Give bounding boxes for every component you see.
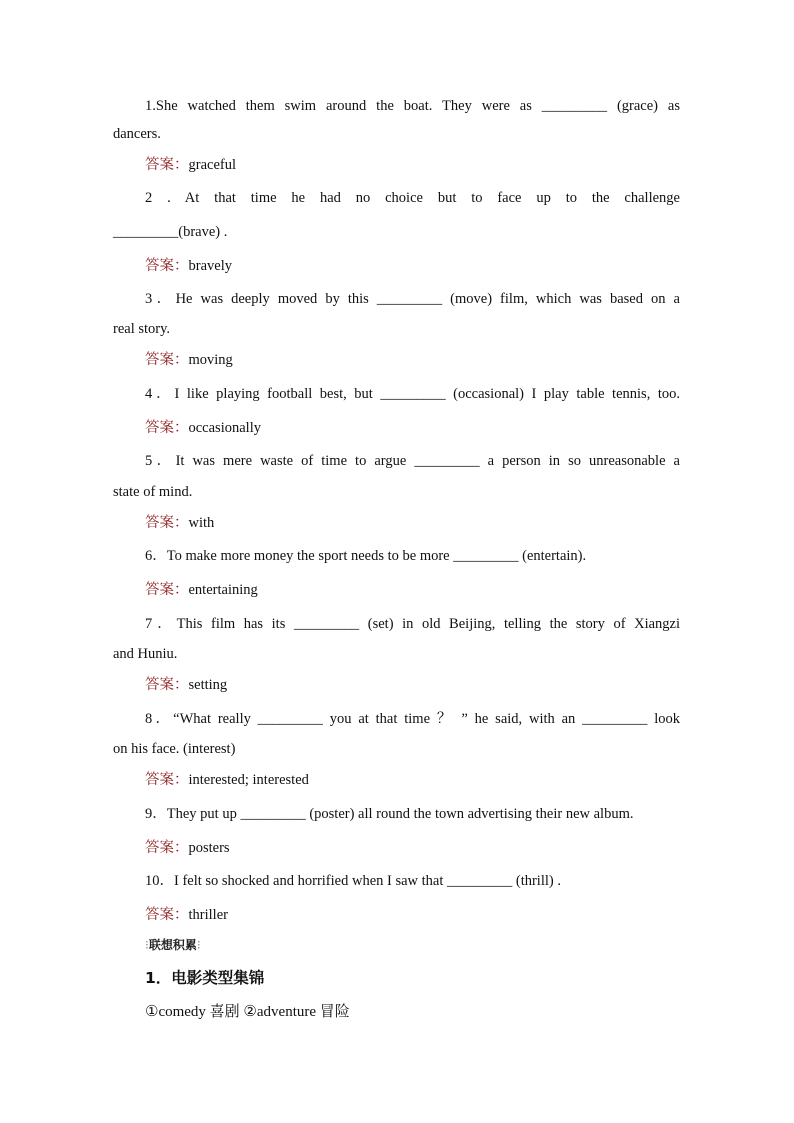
answer-text: posters (188, 840, 230, 856)
vocab-line: ①comedy 喜剧 ②adventure 冒险 (145, 1004, 350, 1020)
question-1-line-1: 1.She watched them swim around the boat. They were as _________ (grace) as (145, 98, 680, 114)
answer-label: 答案： (145, 515, 189, 531)
answer-9 (145, 838, 680, 858)
question-6-line-1: 6．To make more money the sport needs to be more _________ (entertain). (145, 548, 587, 564)
answer-label: 答案： (145, 258, 189, 274)
answer-label: 答案： (145, 840, 189, 856)
answer-text: occasionally (188, 420, 261, 436)
answer-label: 答案： (145, 420, 189, 436)
question-7-line-1: 7．This film has its _________ (set) in old Beijing, telling the story of Xiangzi (145, 616, 680, 632)
answer-7 (145, 675, 680, 695)
answer-label: 答案： (145, 352, 189, 368)
answer-label: 答案： (145, 677, 189, 693)
question-8-line-2: on his face. (interest) (113, 741, 236, 757)
answer-text: moving (188, 352, 233, 368)
answer-4 (145, 418, 680, 438)
answer-text: entertaining (188, 582, 258, 598)
section-heading: 1．电影类型集锦 (145, 969, 265, 987)
question-5-line-2: state of mind. (113, 484, 193, 500)
answer-5 (145, 513, 680, 533)
answer-2 (145, 256, 680, 276)
question-10-line-1: 10．I felt so shocked and horrified when I saw that _________ (thrill) . (145, 873, 561, 889)
question-3-line-1: 3．He was deeply moved by this _________ (move) film, which was based on a (145, 291, 680, 307)
question-2-line-2: _________(brave) . (113, 224, 228, 240)
answer-text: with (188, 515, 215, 531)
answer-6 (145, 580, 680, 600)
answer-text: setting (188, 677, 228, 693)
question-3-line-2: real story. (113, 321, 171, 337)
question-7-line-2: and Huniu. (113, 646, 178, 662)
question-5-line-1: 5．It was mere waste of time to argue _________ a person in so unreasonable a (145, 453, 680, 469)
answer-10 (145, 905, 680, 925)
answer-text: interested; interested (188, 772, 309, 788)
answer-label: 答案： (145, 907, 189, 923)
question-8-line-1: 8．“What really _________ you at that time ？ ” he said, with an _________ look (145, 711, 680, 727)
answer-1 (145, 155, 680, 175)
answer-3 (145, 350, 680, 370)
answer-8 (145, 770, 680, 790)
question-1-line-2: dancers. (113, 126, 161, 142)
section-tag: ⁝联想积累⁝ (145, 938, 201, 952)
question-4-line-1: 4．I like playing football best, but _________ (occasional) I play table tennis, too. (145, 386, 680, 402)
question-9-line-1: 9．They put up _________ (poster) all round the town advertising their new album. (145, 806, 634, 822)
answer-label: 答案： (145, 157, 189, 173)
answer-text: bravely (188, 258, 232, 274)
answer-label: 答案： (145, 582, 189, 598)
answer-text: graceful (188, 157, 236, 173)
answer-text: thriller (188, 907, 228, 923)
answer-label: 答案： (145, 772, 189, 788)
section-tag-label: 联想积累 (148, 938, 197, 952)
question-2-line-1: 2 . At that time he had no choice but to face up to the challenge (145, 190, 680, 206)
